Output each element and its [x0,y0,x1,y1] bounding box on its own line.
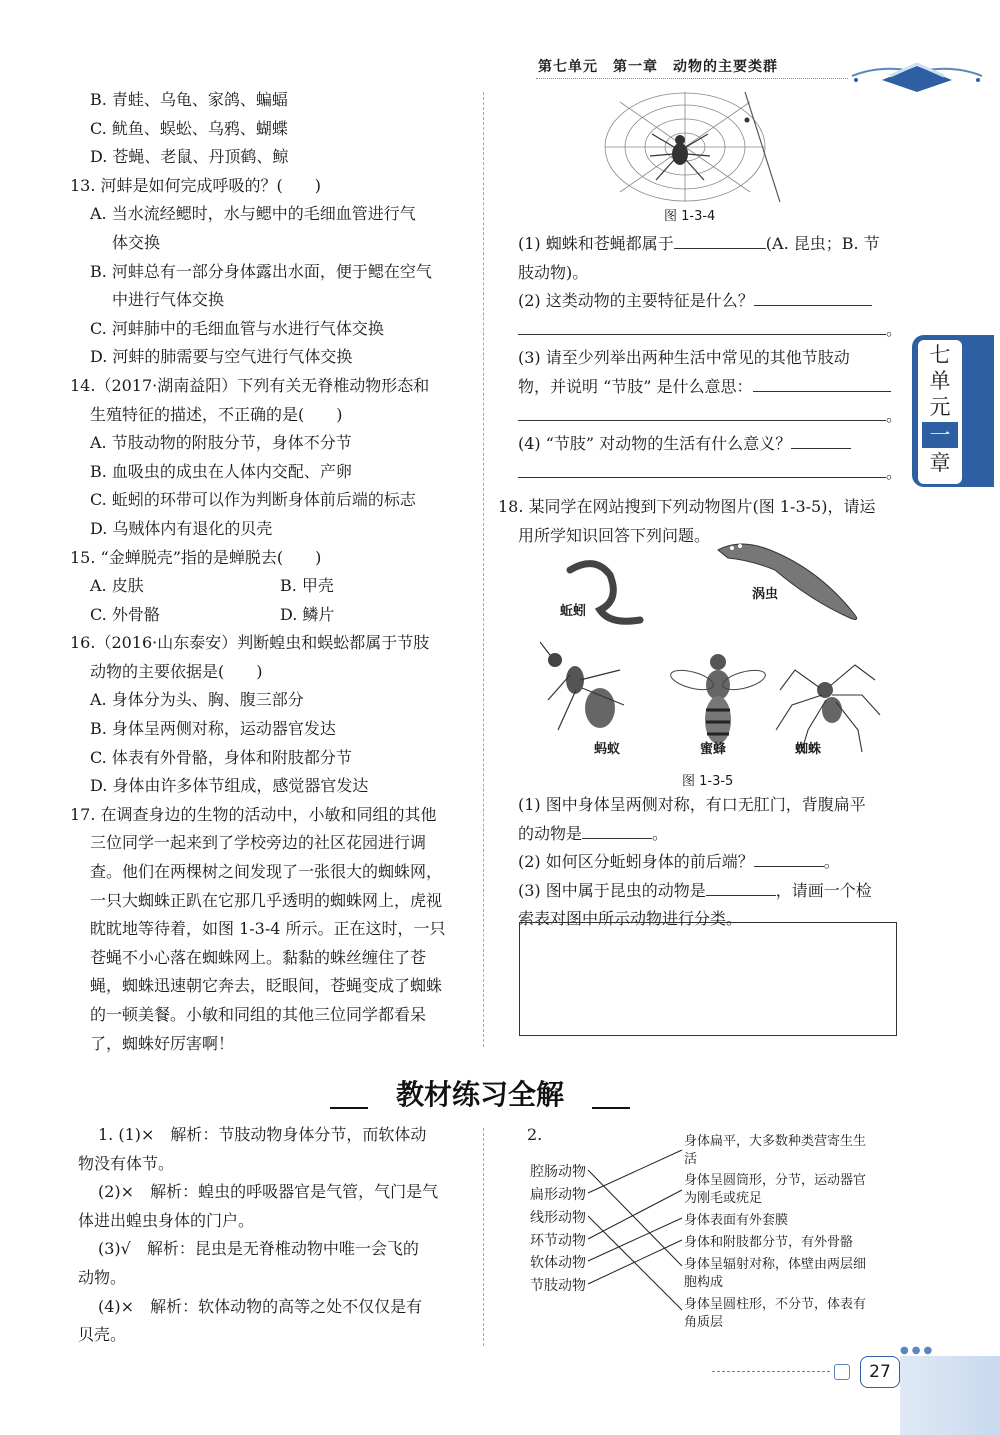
answer-line: 。 [498,316,908,345]
footer-dots: ●●● [900,1345,936,1356]
sub-question: 肢动物)。 [518,262,589,282]
answers-left [78,1121,478,1350]
header-rule [536,78,848,79]
answer-blank[interactable] [518,316,886,335]
footer-square-icon [834,1364,850,1380]
question-line: 生殖特征的描述，不正确的是( ) [90,404,343,424]
matching-right-item: 身体呈辐射对称，体壁由两层细胞构成 [684,1257,867,1290]
answer-blank[interactable] [674,230,766,249]
animal-label-planarian: 涡虫 [752,587,779,602]
spider-web-figure [600,92,790,202]
matching-right-item: 身体呈圆柱形，不分节，体表有角质层 [684,1297,867,1330]
question-18: 18. 某同学在网站搜到下列动物图片(图 1-3-5)，请运 [498,497,876,517]
answer-blank[interactable] [753,373,891,392]
drawing-answer-box[interactable] [519,922,897,1036]
paragraph-line: 蝇，蜘蛛迅速朝它奔去，眨眼间，苍蝇变成了蜘蛛 [90,976,443,996]
sub-question: 的动物是 。 [498,820,908,849]
match-line [588,1150,682,1193]
option-line: C. 河蚌肺中的毛细血管与水进行气体交换 [90,318,384,338]
question-17: 17. 在调查身边的生物的活动中，小敏和同组的其他 [70,804,437,824]
animal-label-spider: 蜘蛛 [795,742,822,757]
question-16: 16.（2016·山东泰安）判断蝗虫和蜈蚣都属于节肢 [70,633,430,653]
question-14: 14.（2017·湖南益阳）下列有关无脊椎动物形态和 [70,375,430,395]
sub-question: (2) 如何区分蚯蚓身体的前后端？ 。 [498,848,908,877]
book-logo-icon [842,36,992,98]
option-line: D. 身体由许多体节组成，感觉器官发达 [90,776,369,796]
option-line: D. 河蚌的肺需要与空气进行气体交换 [90,347,353,367]
column-divider [483,92,484,1047]
answer-text: 动物。 [78,1267,127,1287]
match-line [588,1216,682,1310]
answer-blank[interactable] [754,287,872,306]
paragraph-line: 的一顿美餐。小敏和同组的其他三位同学都看呆 [90,1005,427,1024]
option-line: 中进行气体交换 [112,290,225,310]
matching-left-item: 节肢动物 [530,1278,586,1294]
right-column-a [498,230,908,551]
sub-question: (3) 图中属于昆虫的动物是 ，请画一个检 [498,877,908,906]
answer-text: 1. (1)× 解析：节肢动物身体分节，而软体动 [98,1125,427,1144]
chapter-side-label: 七 单 元 一 章 [918,340,962,484]
answer-blank[interactable] [518,402,886,421]
answer-text: (4)× 解析：软体动物的高等之处不仅仅是有 [98,1296,423,1316]
matching-right-item: 身体和附肢都分节，有外骨骼 [684,1235,854,1250]
animal-label-bee: 蜜蜂 [700,742,727,757]
answer-line: 。 [498,402,908,431]
left-column [70,86,478,1058]
paragraph-line: 一只大蜘蛛正趴在它那几乎透明的蜘蛛网上，虎视 [90,890,443,910]
option-row: A. 皮肤 B. 甲壳 [90,576,334,596]
match-line [588,1218,682,1261]
answer-blank[interactable] [791,430,851,449]
paragraph-line: 查。他们在两棵树之间发现了一张很大的蜘蛛网， [90,862,443,882]
option-line: C. 蚯蚓的环带可以作为判断身体前后端的标志 [90,490,416,510]
question-line: 用所学知识回答下列问题。 [518,525,711,545]
sub-question: (1) 蜘蛛和苍蝇都属于 (A. 昆虫；B. 节 [498,230,908,259]
bee-icon [669,654,768,744]
question-13: 13. 河蚌是如何完成呼吸的？( ) [70,175,322,195]
footer-rule [712,1371,830,1372]
sub-question: 物，并说明 “节肢” 是什么意思： [498,373,908,402]
option-line: B. 身体呈两侧对称，运动器官发达 [90,719,336,739]
answer-line: 。 [498,459,908,488]
option-line: C. 体表有外骨骼，身体和附肢都分节 [90,747,352,767]
option-line: C. 鱿鱼、蜈蚣、乌鸦、蝴蝶 [90,118,288,138]
option-line: A. 当水流经鳃时，水与鳃中的毛细血管进行气 [90,204,416,224]
option-line: A. 身体分为头、胸、腹三部分 [90,690,304,710]
right-column-b [498,791,908,934]
sub-question: 索表对图中所示动物进行分类。 [518,909,743,929]
sub-question: (4) “节肢” 对动物的生活有什么意义？ [498,430,908,459]
matching-right-item: 身体表面有外套膜 [684,1213,789,1228]
option-line: 体交换 [112,232,161,252]
option-line: B. 血吸虫的成虫在人体内交配、产卵 [90,461,352,481]
figure-caption: 图 1-3-4 [664,209,716,224]
matching-left-item: 环节动物 [530,1233,586,1249]
answer-text: 贝壳。 [78,1325,127,1345]
footer-band [900,1356,1000,1435]
answer-text: (2)× 解析：蝗虫的呼吸器官是气管，气门是气 [98,1182,439,1202]
matching-right-item: 身体扁平，大多数种类营寄生生活 [684,1134,867,1167]
figure-caption: 图 1-3-5 [682,774,734,789]
animals-figure [540,530,890,765]
ant-icon [540,642,624,730]
paragraph-line: 苍蝇不小心落在蜘蛛网上。黏黏的蛛丝缠住了苍 [90,947,427,967]
column-divider [483,1128,484,1346]
option-row: C. 外骨骼 D. 鳞片 [90,604,335,624]
answer-text: (3)√ 解析：昆虫是无脊椎动物中唯一会飞的 [98,1239,419,1259]
option-line: D. 苍蝇、老鼠、丹顶鹤、鲸 [90,147,289,167]
answer-text: 物没有体节。 [78,1153,175,1173]
page-number: 27 [860,1356,900,1388]
paragraph-line: 眈眈地等待着，如图 1-3-4 所示。正在这时，一只 [90,919,446,939]
paragraph-line: 了，蜘蛛好厉害啊！ [90,1033,235,1053]
option-line: D. 乌贼体内有退化的贝壳 [90,518,273,538]
question-line: 动物的主要依据是( ) [90,661,263,681]
matching-left-item: 软体动物 [530,1255,586,1271]
answer-blank[interactable] [582,820,652,839]
animal-label-ant: 蚂蚁 [594,742,621,757]
question-15: 15. “金蝉脱壳”指的是蝉脱去( ) [70,547,322,567]
planarian-icon [718,544,857,619]
spider-icon [776,665,880,752]
option-line: B. 河蚌总有一部分身体露出水面，便于鳃在空气 [90,261,432,281]
matching-left-item: 线形动物 [530,1210,586,1226]
answer-blank[interactable] [518,459,886,478]
matching-number: 2. [527,1125,543,1144]
match-line [588,1240,682,1284]
answer-blank[interactable] [754,848,824,867]
matching-right-item: 身体呈圆筒形，分节，运动器官为刚毛或疣足 [684,1173,867,1206]
matching-left-item: 腔肠动物 [530,1164,586,1180]
running-header: 第七单元 第一章 动物的主要类群 [538,59,778,75]
section-title: 教材练习全解 [330,1073,630,1115]
matching-lines [586,1140,686,1320]
answer-blank[interactable] [706,877,776,896]
animal-label-earthworm: 蚯蚓 [560,604,587,619]
answer-text: 体进出蝗虫身体的门户。 [78,1210,255,1230]
sub-question: (1) 图中身体呈两侧对称，有口无肛门，背腹扁平 [518,795,866,814]
sub-question: (2) 这类动物的主要特征是什么？ [498,287,908,316]
match-line [588,1190,682,1239]
option-line: A. 节肢动物的附肢分节，身体不分节 [90,433,352,453]
matching-left-item: 扁形动物 [530,1187,586,1203]
match-line [588,1170,682,1266]
option-line: B. 青蛙、乌龟、家鸽、蝙蝠 [90,90,288,109]
paragraph-line: 三位同学一起来到了学校旁边的社区花园进行调 [90,833,427,853]
sub-question: (3) 请至少列举出两种生活中常见的其他节肢动 [518,348,850,368]
